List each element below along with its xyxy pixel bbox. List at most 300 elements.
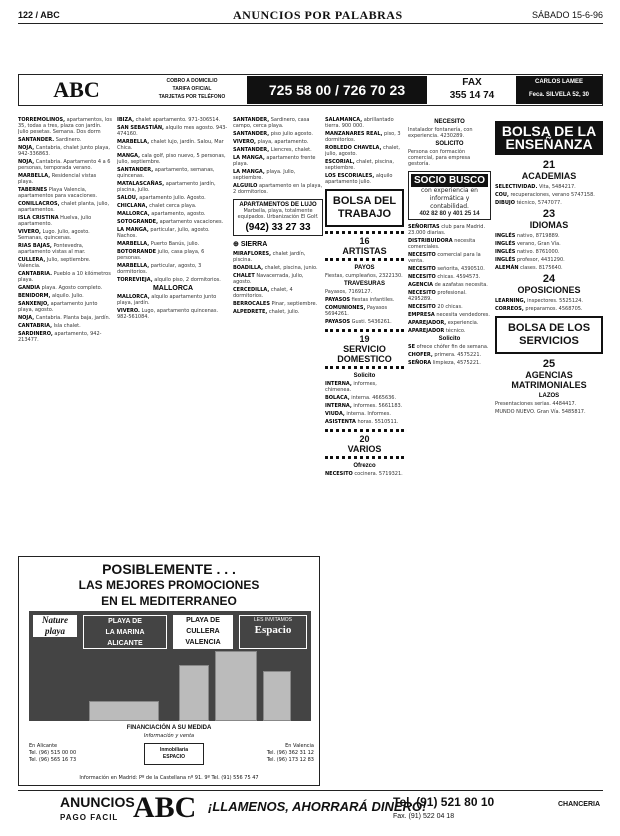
cat-number: 25 <box>542 358 556 370</box>
classified-ad <box>233 265 323 271</box>
footer-chanceria: CHANCERIA <box>558 801 600 808</box>
ad-list <box>495 184 603 206</box>
classified-ad <box>325 395 404 401</box>
ad-text: alquilo mes agosto. 943-474160. <box>117 125 228 137</box>
ad-keyword: NECESITO <box>408 304 436 310</box>
promo-photo <box>29 611 311 721</box>
ad-keyword: PAYASOS <box>325 319 351 325</box>
classified-ad <box>233 183 323 195</box>
promo-headline-1: POSIBLEMENTE . . . <box>102 561 236 577</box>
payos-heading: PAYOS <box>354 265 375 271</box>
ad-list <box>325 471 404 477</box>
ad-text: chalet apartamento. 971-306514. <box>135 117 221 123</box>
espacio-logo <box>239 615 307 649</box>
classified-ad <box>495 298 603 304</box>
ad-keyword: SEÑORA <box>408 360 432 366</box>
promo-box <box>18 556 320 786</box>
footer-abc-logo: ABC <box>133 791 197 824</box>
classified-ad <box>117 308 229 320</box>
ad-text: playa. Agosto completo. <box>41 285 103 291</box>
ad-keyword: COU, <box>495 192 509 198</box>
ad-list <box>117 117 229 283</box>
solicito-heading: Solicito <box>353 373 376 379</box>
ad-text: técnico, 5747077. <box>516 200 562 206</box>
classified-ad <box>18 301 113 313</box>
ad-text: playa. Julio, septiembre. <box>233 169 296 181</box>
ad-keyword: VIVERO. <box>117 308 140 314</box>
classified-ad <box>233 117 323 129</box>
luxury-apartments-ad <box>233 199 323 236</box>
ad-keyword: CULLERA, <box>18 257 46 263</box>
ad-text: Isla chalet. <box>53 323 81 329</box>
building-tower <box>89 701 159 721</box>
classified-ad <box>18 243 113 255</box>
ad-keyword: SANTANDER, <box>233 131 270 137</box>
payos-text: Fiestas, cumpleaños, 2322130. <box>325 273 403 279</box>
column-1 <box>18 117 113 551</box>
classified-ad <box>117 241 229 247</box>
ad-keyword: NECESITO <box>325 471 353 477</box>
ad-keyword: CERCEDILLA, <box>233 287 270 293</box>
page-title: ANUNCIOS POR PALABRAS <box>233 8 403 22</box>
classified-ad <box>117 181 229 193</box>
ad-keyword: SELECTIVIDAD. <box>495 184 538 190</box>
classified-ad <box>233 309 323 315</box>
inmo-line: ESPACIO <box>162 754 186 760</box>
cat-number: 16 <box>359 236 370 246</box>
nature-playa-logo <box>33 615 77 637</box>
ad-text: particular, agosto, 3 dormitorios. <box>117 263 202 275</box>
abc-logo: ABC <box>53 77 100 102</box>
ad-keyword: INGLÉS <box>495 257 516 263</box>
ad-text: horas. 5510511. <box>357 419 399 425</box>
ad-keyword: INTERNA, <box>325 381 352 387</box>
ad-text: alquilo apartamento julio. <box>325 173 393 185</box>
promo-headline-3: EN EL MEDITERRANEO <box>101 594 237 608</box>
classified-ad <box>18 117 113 135</box>
ad-keyword: MATALASCAÑAS, <box>117 181 165 187</box>
cat-name: AGENCIAS MATRIMONIALES <box>511 370 587 390</box>
promo-phone: Tel. (96) 173 12 83 <box>266 757 314 763</box>
playa-line: ALICANTE <box>107 640 143 647</box>
classified-ad <box>117 167 229 179</box>
classified-ad <box>408 312 491 318</box>
ad-keyword: NECESITO <box>408 290 436 296</box>
ad-keyword: ALEMÁN <box>495 265 519 271</box>
category-20 <box>325 429 404 459</box>
banner-phones: 725 58 00 / 726 70 23 <box>247 76 427 104</box>
ad-keyword: AGENCIA <box>408 282 433 288</box>
ad-keyword: NOJA, <box>18 159 35 165</box>
section-label: ABC <box>40 10 60 20</box>
classified-ad <box>495 200 603 206</box>
ad-keyword: CANTABRIA, <box>18 323 52 329</box>
office-address: Feca. SILVELA 52, 30 <box>528 92 590 98</box>
ad-text: profesor, 4431290. <box>516 257 565 263</box>
classified-ad <box>325 319 404 325</box>
classified-ad <box>117 125 229 137</box>
promo-financing: FINANCIACIÓN A SU MEDIDA <box>126 725 212 731</box>
playa-line: PLAYA DE <box>186 617 220 624</box>
ad-text: alquilo. Julio. <box>52 293 84 299</box>
ad-list <box>233 251 323 315</box>
ad-text: apartamento vacaciones. <box>159 219 224 225</box>
classified-ad <box>408 320 491 326</box>
ad-text: Sardinero, casa campo, cerca playa. <box>233 117 310 129</box>
ad-text: playa, apartamento. <box>257 139 309 145</box>
ad-text: Pontevedra, apartamento vistas al mar. <box>18 243 86 255</box>
ad-text: chalet cerca playa. <box>149 203 197 209</box>
ad-text: preparamos. 4568705. <box>525 306 583 312</box>
classified-ad <box>325 297 404 303</box>
ad-text: inspectores. 5525124. <box>527 298 584 304</box>
mundo-text: MUNDO NUEVO. Gran Vía. 5485817. <box>495 409 586 415</box>
ad-keyword: ISLA CRISTINA <box>18 215 59 221</box>
classified-ad <box>408 328 491 334</box>
ad-text: Pinar, septiembre. <box>271 301 318 307</box>
playa-line: VALENCIA <box>185 639 221 646</box>
solicito-heading: Solicito <box>438 336 461 342</box>
ad-text: apartamento, 942-213477. <box>18 331 102 343</box>
ad-keyword: SANTANDER. <box>18 137 55 143</box>
building-tower <box>179 665 209 721</box>
socio-title: SOCIO BUSCO <box>411 174 488 187</box>
apt-title: APARTAMENTOS DE LUJO <box>239 202 317 208</box>
classified-ad <box>325 305 404 317</box>
footer-slogan: ¡LLAMENOS, AHORRARÁ DINERO! <box>208 799 427 814</box>
ad-text: Cantabria. Planta baja, jardín. <box>35 315 111 321</box>
cat-name: SERVICIO DOMESTICO <box>337 344 392 364</box>
contact-banner <box>18 74 603 106</box>
ad-text: apartamento en la playa, 2 dormitorios. <box>233 183 323 195</box>
ad-keyword: APAREJADOR, <box>408 320 447 326</box>
classified-ad <box>325 411 404 417</box>
classified-ad <box>18 285 113 291</box>
ad-text: chalet, julio, agosto. <box>325 145 400 157</box>
ad-keyword: TORREMOLINOS, <box>18 117 65 123</box>
ad-text: chalet planta, julio, apartamentos. <box>18 201 110 213</box>
ad-text: alquilo apartamento junto playa, jardín. <box>117 294 217 306</box>
ad-text: chalet, 4 dormitorios. <box>233 287 293 299</box>
cat-name: ARTISTAS <box>342 246 387 256</box>
ad-text: Vita, 5484217. <box>538 184 576 190</box>
fax-label: FAX <box>462 77 482 88</box>
ad-text: apartamento jardín, piscina, julio. <box>117 181 216 193</box>
classified-ad <box>408 304 491 310</box>
playa-marina-label <box>83 615 167 649</box>
column-2 <box>117 117 229 544</box>
ad-text: de azafatas necesita. <box>434 282 488 288</box>
classified-ad <box>233 139 323 145</box>
ad-text: apartamento junto playa, agosto. <box>18 301 98 313</box>
ad-text: apartamentos, los 35, todas a tres, plaza con jardín. Julio pesetas. Semana. Dos dorm <box>18 117 112 135</box>
classified-ad <box>117 153 229 165</box>
ad-keyword: SALOU, <box>117 195 138 201</box>
apt-text: Marbella, playa, totalmente equipados. Urbanización El Golf. <box>237 208 319 220</box>
ad-list <box>325 297 404 325</box>
ad-text: Cantabria. Apartamento 4 a 6 personas, temporada verano. <box>18 159 111 171</box>
classified-ad <box>18 271 113 283</box>
classified-ad <box>18 145 113 157</box>
inmobiliaria-espacio-logo <box>144 743 204 765</box>
classified-ad <box>18 229 113 241</box>
footer-anuncios: ANUNCIOS <box>60 794 135 810</box>
ad-text: chalet jardín, piscina. <box>233 251 306 263</box>
ad-keyword: CHICLANA, <box>117 203 148 209</box>
carlos-office <box>516 76 602 104</box>
classified-ad <box>495 233 603 239</box>
ad-keyword: BOADILLA, <box>233 265 264 271</box>
cobro-line: COBRO A DOMICILIO <box>166 78 218 84</box>
ad-text: Navacerrada, julio, agosto. <box>233 273 304 285</box>
ad-keyword: INGLÉS <box>495 249 516 255</box>
ad-keyword: TORREVIEJA, <box>117 277 153 283</box>
solicito-heading: SOLICITO <box>435 141 464 147</box>
promo-city: En Alicante <box>29 743 58 749</box>
ad-keyword: LEARNING, <box>495 298 526 304</box>
ad-text: chicas. 4594573. <box>437 274 481 280</box>
classified-ad <box>233 169 323 181</box>
inmo-line: Inmobiliaria <box>159 747 189 753</box>
ad-text: informes, chimenea. <box>325 381 377 393</box>
ad-text: señorita, 4390510. <box>437 266 485 272</box>
classified-ad <box>233 301 323 307</box>
ad-text: interna. 4665636. <box>351 395 397 401</box>
footer-phone: Tel. (91) 521 80 10 <box>393 795 495 809</box>
classified-ad <box>18 331 113 343</box>
travesuras-text: Payasos, 7169127. <box>325 289 373 295</box>
ad-keyword: VIVERO, <box>18 229 41 235</box>
ad-keyword: MARBELLA, <box>117 263 150 269</box>
ad-keyword: CHALET <box>233 273 255 279</box>
classified-ad <box>325 471 404 477</box>
ad-text: informes. 5661183. <box>353 403 403 409</box>
classified-ad <box>325 419 404 425</box>
ad-keyword: ALPEDRETE, <box>233 309 268 315</box>
classified-ad <box>18 187 113 199</box>
ad-list <box>495 298 603 312</box>
ad-list <box>408 344 491 366</box>
ad-text: Cantabria, chalet junto playa, 942-336863. <box>18 145 110 157</box>
page-header <box>18 8 603 24</box>
category-16 <box>325 231 404 261</box>
promo-valencia <box>209 743 314 764</box>
promo-headline-2: LAS MEJORES PROMOCIONES <box>78 578 260 592</box>
ad-keyword: RIAS BAJAS, <box>18 243 52 249</box>
ad-text: Sardinero. <box>55 137 82 143</box>
classified-ad <box>495 184 603 190</box>
classified-ad <box>117 263 229 275</box>
ad-keyword: NECESITO <box>408 274 436 280</box>
ad-keyword: GANDIA <box>18 285 41 291</box>
classified-ad <box>18 293 113 299</box>
cobro-info <box>137 77 247 101</box>
classified-ad <box>325 381 404 393</box>
classified-ad <box>18 137 113 143</box>
ad-list <box>233 117 323 195</box>
ad-keyword: ROBLEDO CHAVELA, <box>325 145 382 151</box>
ad-keyword: NOJA, <box>18 315 35 321</box>
ad-text: piso, 3 dormitorios. <box>325 131 401 143</box>
classified-ad <box>408 252 491 264</box>
page-date: SÁBADO 15-6-96 <box>531 10 603 20</box>
classified-ad <box>325 131 404 143</box>
espacio-small: LES INVITAMOS <box>254 617 292 623</box>
classified-ad <box>233 251 323 263</box>
ad-keyword: MARBELLA, <box>117 241 150 247</box>
classified-ad <box>325 145 404 157</box>
classified-ad <box>18 215 113 227</box>
classified-ad <box>495 257 603 263</box>
ad-text: apartamento frente playa. <box>233 155 316 167</box>
classified-ad <box>325 159 404 171</box>
ad-keyword: SE <box>408 344 416 350</box>
ad-text: 20 chicas. <box>437 304 463 310</box>
classified-ad <box>408 238 491 250</box>
footer-pago: PAGO FACIL <box>60 813 119 822</box>
office-name: CARLOS LAMEE <box>535 79 583 85</box>
ad-list <box>408 224 491 334</box>
classified-ad <box>325 403 404 409</box>
lazos-text: Presentaciones serias. 4484417. <box>495 401 577 407</box>
ad-keyword: SEÑORITAS <box>408 224 440 230</box>
ad-keyword: MARBELLA, <box>18 173 51 179</box>
ad-text: particular, julio, agosto. Nachos. <box>117 227 210 239</box>
cobro-line: TARIFA OFICIAL <box>172 86 212 92</box>
column-4 <box>325 117 404 537</box>
ad-keyword: MALLORCA, <box>117 211 150 217</box>
playa-line: CULLERA <box>186 628 220 635</box>
ad-text: técnico. <box>445 328 466 334</box>
ad-text: necesita comerciales. <box>408 238 476 250</box>
mallorca-heading: MALLORCA <box>152 285 194 292</box>
ad-keyword: MALLORCA, <box>117 294 150 300</box>
classified-ad <box>233 273 323 285</box>
ad-text: fiestas infantiles. <box>351 297 395 303</box>
ad-text: apartamento, semanas, quincenas. <box>117 167 215 179</box>
classified-ad <box>408 290 491 302</box>
ad-keyword: CONILLACROS, <box>18 201 60 207</box>
page-number: 122 / ABC <box>18 10 60 20</box>
ad-text: alquilo piso, 2 dormitorios. <box>154 277 221 283</box>
ad-keyword: SANTANDER, <box>117 167 154 173</box>
ad-text: experiencia. <box>447 320 479 326</box>
ad-keyword: NECESITO <box>408 266 436 272</box>
ad-keyword: SANXENJO, <box>18 301 50 307</box>
ad-list <box>495 233 603 271</box>
nature-bottom: playa <box>45 626 65 636</box>
classified-ad <box>495 306 603 312</box>
ad-keyword: LOS ESCORIALES, <box>325 173 375 179</box>
fax-number: 355 14 74 <box>449 90 495 101</box>
ad-keyword: MANGA, <box>117 153 140 159</box>
cat-number: 23 <box>542 208 556 220</box>
playa-cullera-label <box>173 615 233 649</box>
classified-ad <box>408 344 491 350</box>
ad-keyword: NECESITO <box>408 252 436 258</box>
ad-keyword: IBIZA, <box>117 117 135 123</box>
ad-text: abrillantado tierra. 900 000. <box>325 117 394 129</box>
ad-keyword: TABERNES <box>18 187 48 193</box>
ad-keyword: SOTOGRANDE, <box>117 219 158 225</box>
cat-name: OPOSICIONES <box>517 285 581 295</box>
ad-keyword: MIRAFLORES, <box>233 251 271 257</box>
playa-line: PLAYA DE <box>108 618 142 625</box>
classified-ad <box>408 282 491 288</box>
ad-keyword: CHOFER, <box>408 352 433 358</box>
classified-ad <box>117 249 229 261</box>
ad-text: cala golf, piso nuevo, 5 personas, julio, septiembre. <box>117 153 226 165</box>
ad-keyword: INTERNA, <box>325 403 352 409</box>
ad-keyword: SANTANDER, <box>233 117 270 123</box>
ad-keyword: BOTORRANDE <box>117 249 157 255</box>
classified-ad <box>18 201 113 213</box>
ad-text: clases. 8175640. <box>520 265 563 271</box>
ad-text: Pueblo a 10 kilómetros playa. <box>18 271 111 283</box>
cat-name: VARIOS <box>347 444 382 454</box>
classified-ad <box>18 257 113 269</box>
ad-keyword: VIVERO, <box>233 139 256 145</box>
playa-line: LA MARINA <box>105 629 145 636</box>
classified-ad <box>117 294 229 306</box>
ad-keyword: APAREJADOR <box>408 328 445 334</box>
promo-madrid-info: Información en Madrid: Pº de la Castellana nº 91. 9º Tel. (91) 556 75 47 <box>79 775 259 781</box>
ad-text: club para Madrid. 23.000 diarias. <box>408 224 486 236</box>
classified-ad <box>117 211 229 217</box>
ad-text: necesita vendedores. <box>436 312 490 318</box>
classified-ad <box>408 274 491 280</box>
classified-ad <box>117 203 229 209</box>
ad-text: recuperaciones, verano 5747158. <box>510 192 595 198</box>
ad-text: primera. 4575221. <box>434 352 482 358</box>
category-19 <box>325 329 404 369</box>
promo-info: Información y venta <box>143 733 195 739</box>
ad-text: chalet, piscina, junio. <box>264 265 318 271</box>
ad-text: Gusti. 5436261. <box>351 319 392 325</box>
footer-fax: Fax. (91) 522 04 18 <box>393 813 455 820</box>
ad-keyword: LA MANGA, <box>233 155 265 161</box>
ad-text: apartamento julio. Agosto. <box>139 195 206 201</box>
ad-keyword: INGLÉS <box>495 233 516 239</box>
ad-text: Julio, septiembre. Valencia. <box>18 257 91 269</box>
cat-name: IDIOMAS <box>529 220 569 230</box>
ad-keyword: ASISTENTA <box>325 419 356 425</box>
ad-text: Payasos 5694261. <box>325 305 388 317</box>
necesito-text: Instalador fontanería, con experiencia. 4230289. <box>408 127 473 139</box>
ad-keyword: SALAMANCA, <box>325 117 363 123</box>
ad-keyword: SARDINERO, <box>18 331 53 337</box>
column-3 <box>233 117 323 537</box>
solicito-text: Persona con formación comercial, para empresa gestoría. <box>408 149 471 167</box>
classified-ad <box>408 352 491 358</box>
classified-ad <box>495 192 603 198</box>
ad-text: Liencres, chalet. <box>270 147 312 153</box>
banner-fax <box>431 76 513 104</box>
cat-number: 19 <box>359 334 370 344</box>
ad-list <box>325 117 404 185</box>
sierra-label: SIERRA <box>240 241 268 248</box>
classified-ad <box>117 117 229 123</box>
ad-keyword: EMPRESA <box>408 312 435 318</box>
classified-ad <box>18 323 113 329</box>
ad-text: profesional. 4295289. <box>408 290 467 302</box>
cat-name: ACADEMIAS <box>521 171 577 181</box>
page-footer <box>18 790 603 830</box>
ad-text: Lugo, apartamento quincenas. 982-561084. <box>117 308 219 320</box>
promo-city: En Valencia <box>285 743 314 749</box>
ad-text: piso julio agosto. <box>270 131 313 137</box>
ad-text: chalet, piscina, septiembre. <box>325 159 394 171</box>
